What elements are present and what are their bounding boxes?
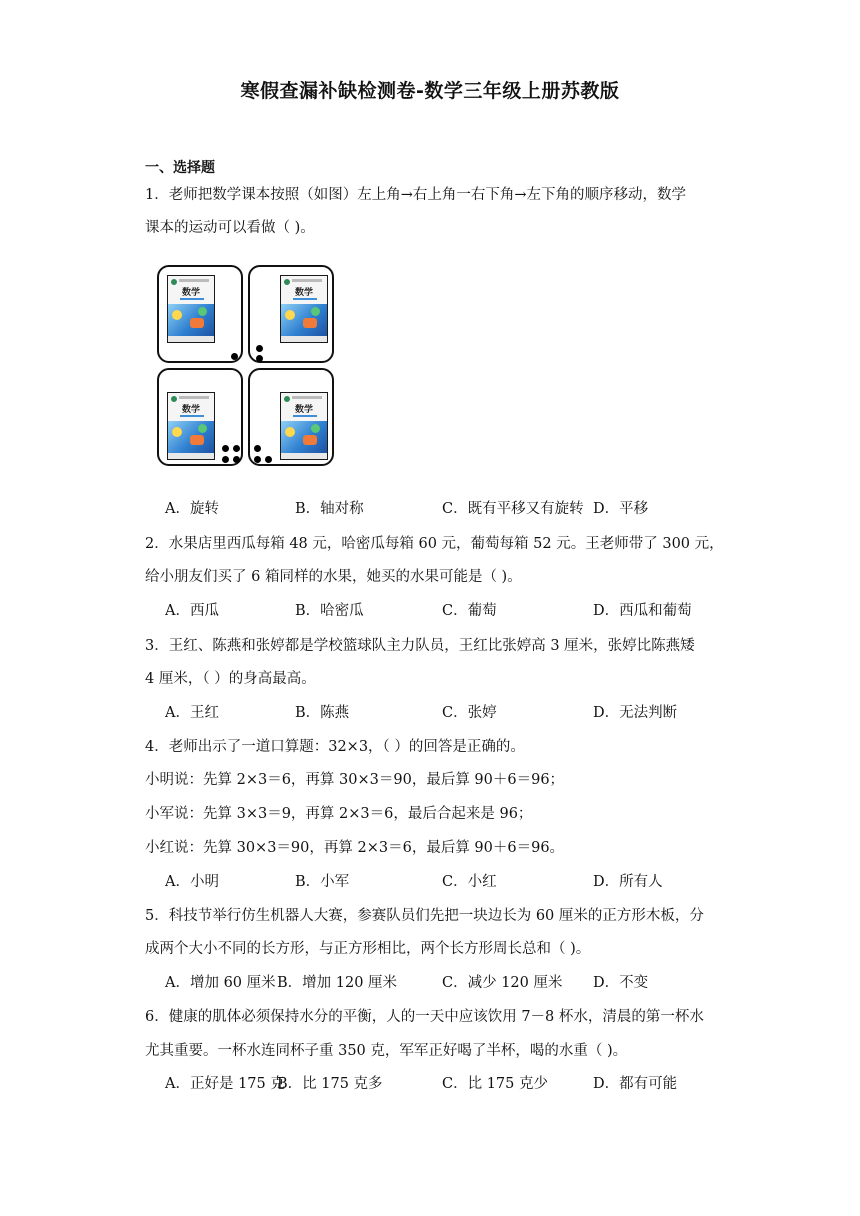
math-textbook-image xyxy=(167,275,215,343)
option-b[interactable]: B．陈燕 xyxy=(295,705,350,721)
question-2-text-line-2: 给小朋友们买了 6 箱同样的水果，她买的水果可能是（ )。 xyxy=(145,569,522,585)
question-6-text-line-2: 尤其重要。一杯水连同杯子重 350 克，军军正好喝了半杯，喝的水重（ )。 xyxy=(145,1043,628,1059)
question-3-text-line-2: 4 厘米，（ ）的身高最高。 xyxy=(145,671,316,687)
option-b[interactable]: B．小军 xyxy=(295,874,350,890)
option-c[interactable]: C．小红 xyxy=(442,874,497,890)
question-4-text-line-3: 小军说：先算 3×3＝9，再算 2×3＝6，最后合起来是 96； xyxy=(145,806,533,822)
question-4-text-line-2: 小明说：先算 2×3＝6，再算 30×3＝90，最后算 90＋6＝96； xyxy=(145,772,565,788)
option-c[interactable]: C．既有平移又有旋转 xyxy=(442,501,584,517)
option-b[interactable]: B．比 175 克多 xyxy=(277,1076,383,1092)
option-a[interactable]: A．旋转 xyxy=(165,501,219,517)
die-dot xyxy=(254,445,261,452)
option-d[interactable]: D．都有可能 xyxy=(593,1076,678,1092)
option-d[interactable]: D．西瓜和葡萄 xyxy=(593,603,692,619)
option-b[interactable]: B．哈密瓜 xyxy=(295,603,364,619)
question-2-text-line-1: 2．水果店里西瓜每箱 48 元，哈密瓜每箱 60 元，葡萄每箱 52 元。王老师带了 300 元， xyxy=(145,536,724,552)
question-3-text-line-1: 3．王红、陈燕和张婷都是学校篮球队主力队员，王红比张婷高 3 厘米，张婷比陈燕矮 xyxy=(145,638,695,654)
die-dot xyxy=(231,353,238,360)
question-5-text-line-2: 成两个大小不同的长方形，与正方形相比，两个长方形周长总和（ )。 xyxy=(145,941,591,957)
question-2-options xyxy=(165,601,725,621)
die-dot xyxy=(256,345,263,352)
book-title: 数学 xyxy=(294,288,313,298)
die-dot xyxy=(222,456,229,463)
question-1-options xyxy=(165,499,725,519)
book-title: 数学 xyxy=(181,405,200,415)
book-movement-figure xyxy=(157,265,337,470)
section-heading: 一、选择题 xyxy=(145,160,215,176)
die-dot xyxy=(256,355,263,362)
option-c[interactable]: C．比 175 克少 xyxy=(442,1076,548,1092)
math-textbook-image xyxy=(280,392,328,460)
option-c[interactable]: C．减少 120 厘米 xyxy=(442,975,563,991)
question-4-text-line-1: 4．老师出示了一道口算题：32×3，（ ）的回答是正确的。 xyxy=(145,739,525,755)
option-b[interactable]: B．增加 120 厘米 xyxy=(277,975,398,991)
die-dot xyxy=(222,445,229,452)
option-c[interactable]: C．葡萄 xyxy=(442,603,497,619)
question-4-text-line-4: 小红说：先算 30×3＝90，再算 2×3＝6，最后算 90＋6＝96。 xyxy=(145,840,565,856)
math-textbook-image xyxy=(280,275,328,343)
page-title: 寒假查漏补缺检测卷-数学三年级上册苏教版 xyxy=(240,80,620,102)
die-dot xyxy=(254,456,261,463)
question-5-options xyxy=(165,973,725,993)
option-d[interactable]: D．无法判断 xyxy=(593,705,678,721)
option-d[interactable]: D．所有人 xyxy=(593,874,663,890)
option-a[interactable]: A．王红 xyxy=(165,705,219,721)
option-c[interactable]: C．张婷 xyxy=(442,705,497,721)
question-5-text-line-1: 5．科技节举行仿生机器人大赛，参赛队员们先把一块边长为 60 厘米的正方形木板，分 xyxy=(145,908,704,924)
book-title: 数学 xyxy=(294,405,313,415)
die-dot xyxy=(265,456,272,463)
figure-panel-top-right xyxy=(248,265,334,363)
question-3-options xyxy=(165,703,725,723)
figure-panel-bottom-right xyxy=(248,368,334,466)
option-a[interactable]: A．正好是 175 克 xyxy=(165,1076,285,1092)
option-d[interactable]: D．平移 xyxy=(593,501,649,517)
option-d[interactable]: D．不变 xyxy=(593,975,649,991)
question-1-text-line-2: 课本的运动可以看做（ )。 xyxy=(145,220,315,236)
option-b[interactable]: B．轴对称 xyxy=(295,501,364,517)
figure-panel-top-left xyxy=(157,265,243,363)
book-title: 数学 xyxy=(181,288,200,298)
die-dot xyxy=(233,456,240,463)
option-a[interactable]: A．小明 xyxy=(165,874,219,890)
math-textbook-image xyxy=(167,392,215,460)
question-6-text-line-1: 6．健康的肌体必须保持水分的平衡，人的一天中应该饮用 7－8 杯水，清晨的第一杯水 xyxy=(145,1009,704,1025)
question-4-options xyxy=(165,872,725,892)
option-a[interactable]: A．西瓜 xyxy=(165,603,219,619)
question-6-options xyxy=(165,1074,725,1094)
question-1-text-line-1: 1．老师把数学课本按照（如图）左上角→右上角一右下角→左下角的顺序移动，数学 xyxy=(145,187,687,203)
die-dot xyxy=(233,445,240,452)
figure-panel-bottom-left xyxy=(157,368,243,466)
option-a[interactable]: A．增加 60 厘米 xyxy=(165,975,276,991)
